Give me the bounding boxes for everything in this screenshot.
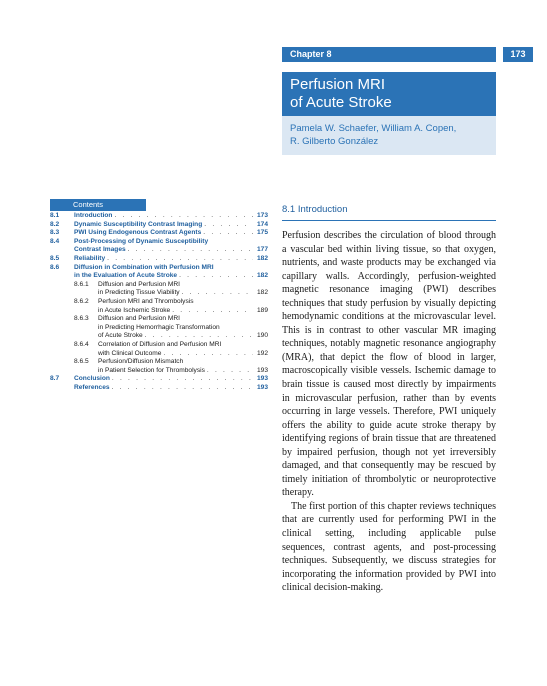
toc-leader-dots bbox=[163, 350, 253, 359]
toc-entry-title: Perfusion/Diffusion Mismatch bbox=[98, 358, 184, 366]
toc-entry-number: 8.6.3 bbox=[74, 315, 89, 323]
chapter-label: Chapter 8 bbox=[282, 47, 496, 62]
toc-entry-number: 8.5 bbox=[50, 254, 60, 262]
toc-entry-title: in Predicting Hemorrhagic Transformation bbox=[98, 323, 220, 331]
toc-entry-title: Perfusion MRI and Thrombolysis bbox=[98, 297, 194, 305]
toc-entry-title: in Acute Ischemic Stroke bbox=[98, 306, 171, 314]
toc-entry-title: References bbox=[74, 383, 110, 391]
toc-entry-page: 190 bbox=[256, 332, 268, 340]
toc-entry bbox=[50, 229, 268, 238]
toc-leader-dots bbox=[112, 384, 253, 393]
toc-leader-dots bbox=[114, 212, 253, 221]
toc-entry-title: Post-Processing of Dynamic Susceptibility bbox=[74, 237, 209, 245]
chapter-title bbox=[282, 72, 496, 116]
toc-leader-dots bbox=[182, 289, 253, 298]
toc-leader-dots bbox=[128, 246, 253, 255]
toc-entry bbox=[50, 289, 268, 298]
toc-entry bbox=[50, 246, 268, 255]
toc-entry bbox=[50, 212, 268, 221]
toc-entry-title: Correlation of Diffusion and Perfusion MRI bbox=[98, 340, 222, 348]
toc-entry bbox=[50, 332, 268, 341]
section-heading: 8.1 Introduction bbox=[282, 204, 348, 215]
toc-entry-number: 8.6.2 bbox=[74, 297, 89, 305]
body-text bbox=[282, 229, 496, 595]
toc-entry-title: PWI Using Endogenous Contrast Agents bbox=[74, 229, 202, 237]
toc-entry-title: in the Evaluation of Acute Stroke bbox=[74, 272, 178, 280]
toc-entry-number: 8.4 bbox=[50, 237, 60, 245]
toc-entry-page: 175 bbox=[256, 229, 268, 237]
toc-entry-page: 193 bbox=[256, 366, 268, 374]
toc-entry bbox=[50, 221, 268, 230]
toc-entry-page: 182 bbox=[256, 254, 268, 262]
toc-entry-title: of Acute Stroke bbox=[98, 332, 143, 340]
toc-entry-number: 8.6 bbox=[50, 263, 60, 271]
toc-entry-title: Conclusion bbox=[74, 375, 110, 383]
toc-leader-dots bbox=[172, 307, 253, 316]
toc-leader-dots bbox=[204, 221, 253, 230]
toc-leader-dots bbox=[203, 229, 253, 238]
toc-entry-number: 8.6.5 bbox=[74, 358, 89, 366]
toc-entry bbox=[50, 367, 268, 376]
toc-entry bbox=[50, 307, 268, 316]
authors-line2: R. Gilberto González bbox=[290, 136, 379, 147]
contents-heading: Contents bbox=[50, 199, 146, 211]
toc-leader-dots bbox=[112, 375, 253, 384]
toc-entry-page: 182 bbox=[256, 289, 268, 297]
toc-entry-title: Dynamic Susceptibility Contrast Imaging bbox=[74, 220, 203, 228]
toc-entry bbox=[50, 324, 268, 333]
toc-entry bbox=[50, 358, 268, 367]
toc-entry bbox=[50, 341, 268, 350]
toc-entry-number: 8.7 bbox=[50, 375, 60, 383]
toc-entry bbox=[50, 315, 268, 324]
toc-entry-title: Diffusion in Combination with Perfusion MRI bbox=[74, 263, 214, 271]
toc-entry-number: 8.6.1 bbox=[74, 280, 89, 288]
toc-entry bbox=[50, 375, 268, 384]
toc-entry-page: 173 bbox=[256, 212, 268, 219]
toc-entry bbox=[50, 238, 268, 247]
toc-entry-page: 174 bbox=[256, 220, 268, 228]
toc-entry-page: 177 bbox=[256, 246, 268, 254]
toc-entry-page: 189 bbox=[256, 306, 268, 314]
toc-entry-page: 192 bbox=[256, 349, 268, 357]
toc-leader-dots bbox=[107, 255, 253, 264]
toc-entry-title: with Clinical Outcome bbox=[98, 349, 162, 357]
toc-entry-page: 193 bbox=[256, 375, 268, 383]
chapter-title-line1: Perfusion MRI bbox=[290, 76, 386, 93]
toc-entry-title: Introduction bbox=[74, 212, 113, 219]
chapter-title-line2: of Acute Stroke bbox=[290, 94, 392, 111]
toc-entry-title: in Patient Selection for Thrombolysis bbox=[98, 366, 205, 374]
toc-entry bbox=[50, 350, 268, 359]
authors bbox=[282, 116, 496, 155]
toc-entry bbox=[50, 264, 268, 273]
toc-entry-page: 193 bbox=[256, 383, 268, 391]
authors-line1: Pamela W. Schaefer, William A. Copen, bbox=[290, 123, 457, 134]
toc-entry bbox=[50, 281, 268, 290]
toc-entry-title: in Predicting Tissue Viability bbox=[98, 289, 180, 297]
toc-leader-dots bbox=[207, 367, 253, 376]
toc-entry bbox=[50, 255, 268, 264]
toc-entry-number: 8.6.4 bbox=[74, 340, 89, 348]
toc-entry-title: Contrast Images bbox=[74, 246, 126, 254]
toc-entry-number: 8.3 bbox=[50, 229, 60, 237]
toc-entry bbox=[50, 272, 268, 281]
toc-entry-title: Diffusion and Perfusion MRI bbox=[98, 315, 180, 323]
toc-leader-dots bbox=[179, 272, 253, 281]
toc-entry-number: 8.2 bbox=[50, 220, 60, 228]
toc-entry bbox=[50, 384, 268, 393]
table-of-contents bbox=[50, 212, 268, 392]
toc-entry-number: 8.1 bbox=[50, 212, 60, 219]
toc-entry-page: 182 bbox=[256, 272, 268, 280]
section-divider bbox=[282, 220, 496, 221]
paragraph: The first portion of this chapter reviews techniques that are currently used for performing PWI in the clinical setting, including applicable pulse sequences, contrast agents, and post-processing techniques. Subsequently, we discuss strategies for incorporating the information provided by PWI into clinical decision-making. bbox=[282, 500, 496, 594]
toc-entry-title: Diffusion and Perfusion MRI bbox=[98, 280, 180, 288]
toc-entry-title: Reliability bbox=[74, 254, 106, 262]
toc-entry bbox=[50, 298, 268, 307]
paragraph: Perfusion describes the circulation of blood through a vascular bed within living tissue, so that oxygen, nutrients, and waste products may be exchanged via capillary walls. Accordingly, perfusion-weighted magnetic resonance imaging (PWI) describes techniques that study perfusion by visually depicting hemodynamic conditions at the microvascular level. This is in contrast to other vascular MR imaging techniques, notably magnetic resonance angiography (MRA), that depict the flow of blood in larger, macroscopically visible vessels. Ischemic damage to brain tissue is caused most directly by impairments in microvascular perfusion, rather than by events occurring in large vessels. Therefore, PWI uniquely offers the ability to guide acute stroke therapy by identifying regions of brain tissue that are threatened by impaired perfusion, though not yet irreversibly damaged, and that consequently may be rescued by timely initiation of thrombolytic or neuroprotective therapy. bbox=[282, 230, 496, 499]
toc-leader-dots bbox=[145, 332, 253, 341]
page-number: 173 bbox=[503, 47, 533, 62]
